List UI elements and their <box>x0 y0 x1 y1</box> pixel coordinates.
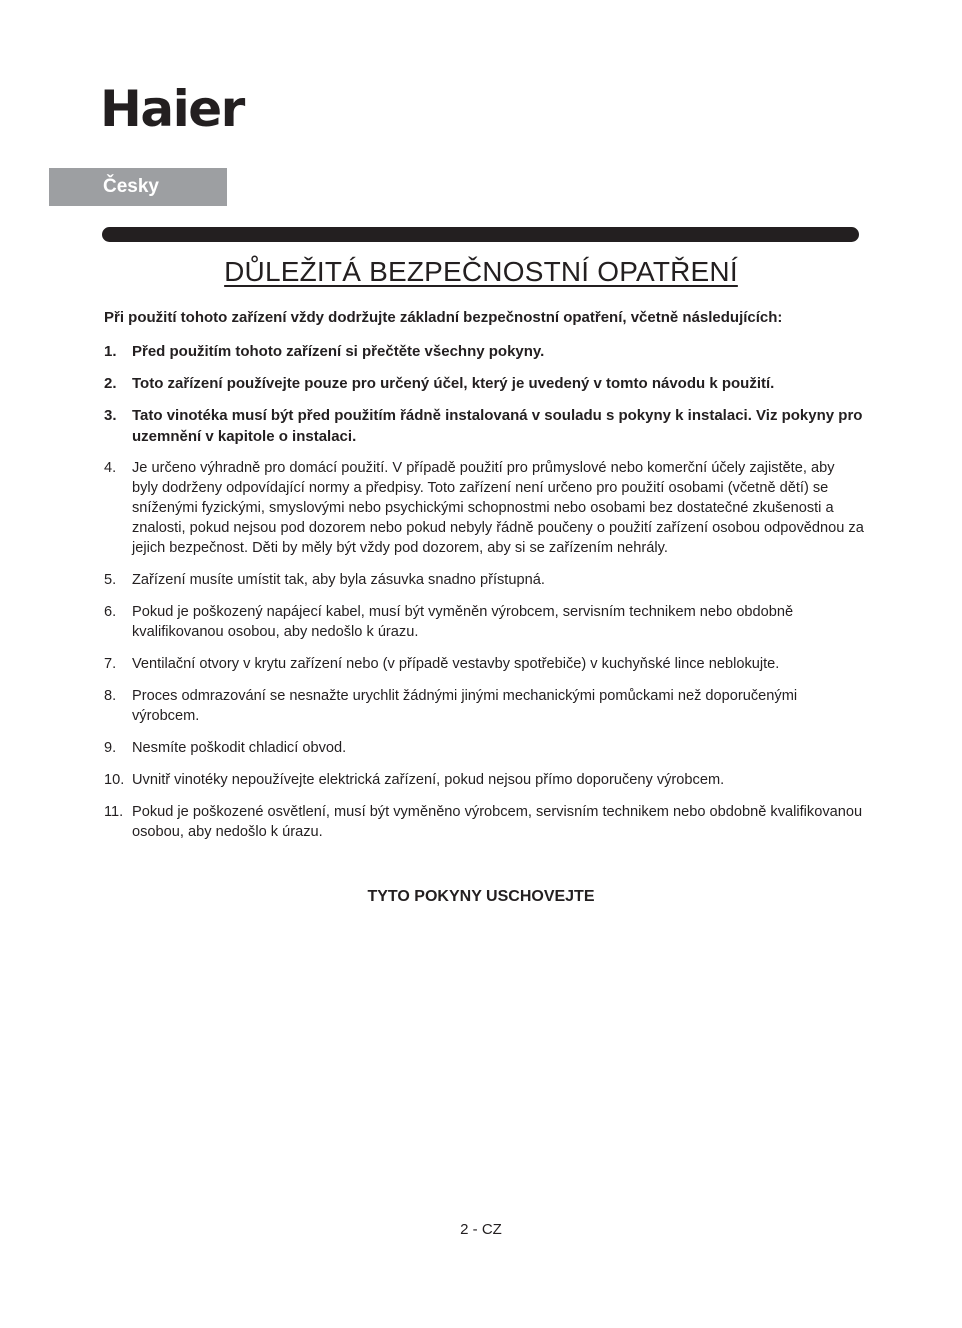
list-item-text: Před použitím tohoto zařízení si přečtěte všechny pokyny. <box>132 343 545 360</box>
list-item-number: 2. <box>104 375 117 392</box>
header-divider <box>102 227 859 242</box>
list-item-text: Zařízení musíte umístit tak, aby byla zásuvka snadno přístupná. <box>132 572 545 588</box>
list-item <box>104 654 864 674</box>
list-item <box>104 405 864 447</box>
list-item-number: 7. <box>104 656 117 672</box>
list-item <box>104 686 864 726</box>
page-title: DŮLEŽITÁ BEZPEČNOSTNÍ OPATŘENÍ <box>224 256 738 287</box>
closing-note: TYTO POKYNY USCHOVEJTE <box>367 888 595 905</box>
list-item-number: 8. <box>104 688 117 704</box>
list-item-number: 9. <box>104 740 117 756</box>
list-item <box>104 602 864 642</box>
page-number: 2 - CZ <box>460 1221 502 1238</box>
safety-list <box>104 341 864 854</box>
list-item-number: 4. <box>104 460 117 476</box>
haier-logo: Haier <box>100 80 244 138</box>
list-item-text: Pokud je poškozené osvětlení, musí být vyměněno výrobcem, servisním technikem nebo obdobně kvalifikovanou osobou, aby nedošlo k úrazu. <box>132 804 863 840</box>
list-item-text: Je určeno výhradně pro domácí použití. V případě použití pro průmyslové nebo komerční účely zajistěte, aby byly dodrženy odpovídající normy a předpisy. Toto zařízení není určeno pro použití osobami (včetně dětí) se sníženými fyzickými, smyslovými nebo psychickými schopnostmi nebo osobami bez dostatečné zkušenosti a znalosti, pokud nejsou pod dozorem nebo pokud nebyly řádně poučeny o použití zařízení osobou odpovědnou za jejich bezpečnost. Děti by měly být vždy pod dozorem, aby si se zařízením nehrály. <box>132 460 864 556</box>
list-item-text: Nesmíte poškodit chladicí obvod. <box>132 740 347 756</box>
list-item-text: Toto zařízení používejte pouze pro určený účel, který je uvedený v tomto návodu k použití. <box>132 375 775 392</box>
list-item <box>104 341 864 362</box>
list-item-number: 10. <box>104 772 125 788</box>
list-item-number: 3. <box>104 407 117 424</box>
list-item <box>104 802 864 842</box>
list-item <box>104 458 864 558</box>
list-item-number: 1. <box>104 343 117 360</box>
list-item-number: 11. <box>104 804 124 820</box>
list-item-text: Uvnitř vinotéky nepoužívejte elektrická zařízení, pokud nejsou přímo doporučeny výrobcem. <box>132 772 725 788</box>
list-item-text: Proces odmrazování se nesnažte urychlit žádnými jinými mechanickými pomůckami než doporučenými výrobcem. <box>132 688 798 724</box>
list-item <box>104 570 864 590</box>
list-item-text: Ventilační otvory v krytu zařízení nebo (v případě vestavby spotřebiče) v kuchyňské lince neblokujte. <box>132 656 780 672</box>
list-item-number: 6. <box>104 604 117 620</box>
language-tab: Česky <box>49 168 227 206</box>
list-item-text: Tato vinotéka musí být před použitím řádně instalovaná v souladu s pokyny k instalaci. Viz pokyny pro uzemnění v kapitole o instalaci. <box>132 407 863 445</box>
intro-text: Při použití tohoto zařízení vždy dodržujte základní bezpečnostní opatření, včetně následujících: <box>104 309 783 326</box>
list-item-number: 5. <box>104 572 117 588</box>
list-item <box>104 373 864 394</box>
list-item <box>104 738 864 758</box>
list-item-text: Pokud je poškozený napájecí kabel, musí být vyměněn výrobcem, servisním technikem nebo obdobně kvalifikovanou osobou, aby nedošlo k úrazu. <box>132 604 794 640</box>
list-item <box>104 770 864 790</box>
